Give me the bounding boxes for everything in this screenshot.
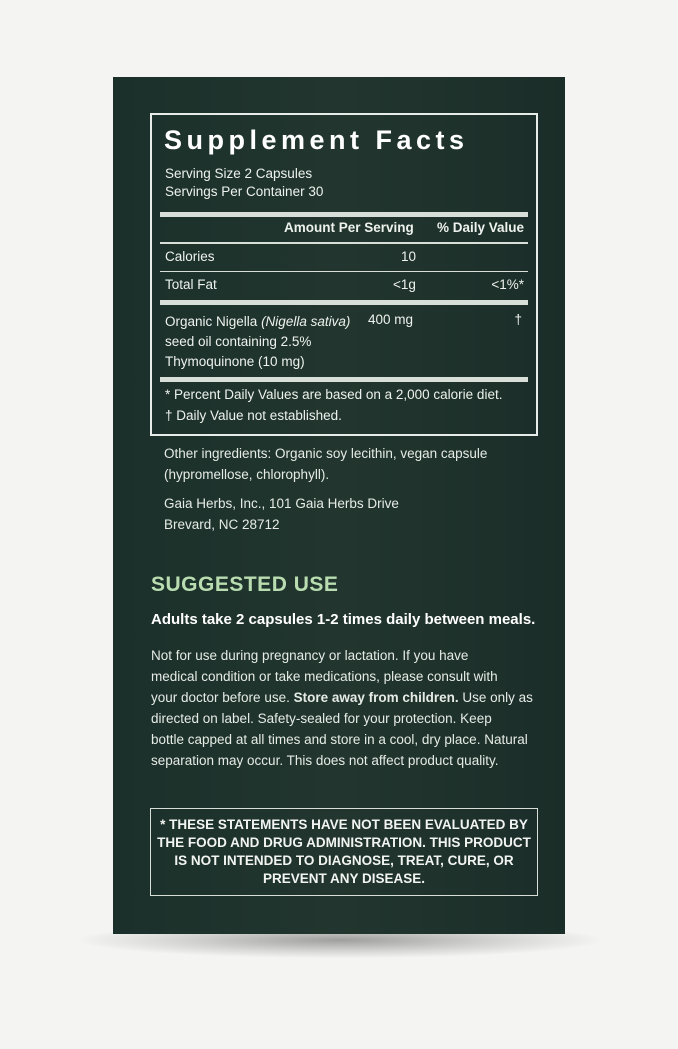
row-fat-name: Total Fat	[165, 277, 217, 292]
header-daily-value: % Daily Value	[436, 220, 524, 235]
ingredient-dv: †	[514, 312, 522, 327]
serving-size: Serving Size 2 Capsules	[165, 166, 313, 181]
suggested-use-dosage: Adults take 2 capsules 1-2 times daily between meals.	[151, 611, 536, 628]
row-calories-name: Calories	[165, 249, 215, 264]
divider	[160, 271, 528, 272]
fda-disclaimer-text: * THESE STATEMENTS HAVE NOT BEEN EVALUATED BY THE FOOD AND DRUG ADMINISTRATION. THIS PRODUCT IS NOT INTENDED TO DIAGNOSE, TREAT, CURE, OR PREVENT ANY DISEASE.	[157, 817, 531, 886]
suggested-use-title: SUGGESTED USE	[151, 573, 339, 596]
servings-per-container: Servings Per Container 30	[165, 184, 324, 199]
divider	[160, 242, 528, 244]
thick-divider	[160, 212, 528, 217]
product-panel	[113, 77, 565, 934]
row-calories-amount: 10	[401, 249, 417, 264]
footnote-not-established: † Daily Value not established.	[165, 408, 342, 423]
serving-info	[165, 165, 323, 201]
ingredient-name: Organic Nigella (Nigella sativa) seed oil containing 2.5% Thymoquinone (10 mg)	[165, 314, 351, 369]
header-amount: Amount Per Serving	[284, 220, 414, 235]
supplement-facts-title: Supplement Facts	[164, 125, 469, 155]
thick-divider	[160, 377, 528, 382]
row-fat-dv: <1%*	[491, 277, 524, 292]
other-ingredients: Other ingredients: Organic soy lecithin, vegan capsule (hypromellose, chlorophyll).	[164, 446, 488, 482]
ingredient-amount: 400 mg	[368, 312, 414, 327]
supplement-facts-panel	[150, 113, 538, 436]
row-fat-amount: <1g	[393, 277, 416, 292]
thick-divider	[160, 300, 528, 305]
fda-disclaimer-box	[150, 808, 538, 896]
footnote-percent-dv: * Percent Daily Values are based on a 2,000 calorie diet.	[165, 387, 503, 402]
warning-text: Not for use during pregnancy or lactation. If you have medical condition or take medications, please consult with your doctor before use. Store away from children. Use only as directed on label. Safety-sealed for your protection. Keep bottle capped at all times and store in a cool, dry place. Natural separation may occur. This does not affect product quality.	[151, 648, 533, 768]
company-address: Gaia Herbs, Inc., 101 Gaia Herbs Drive Brevard, NC 28712	[164, 496, 399, 532]
